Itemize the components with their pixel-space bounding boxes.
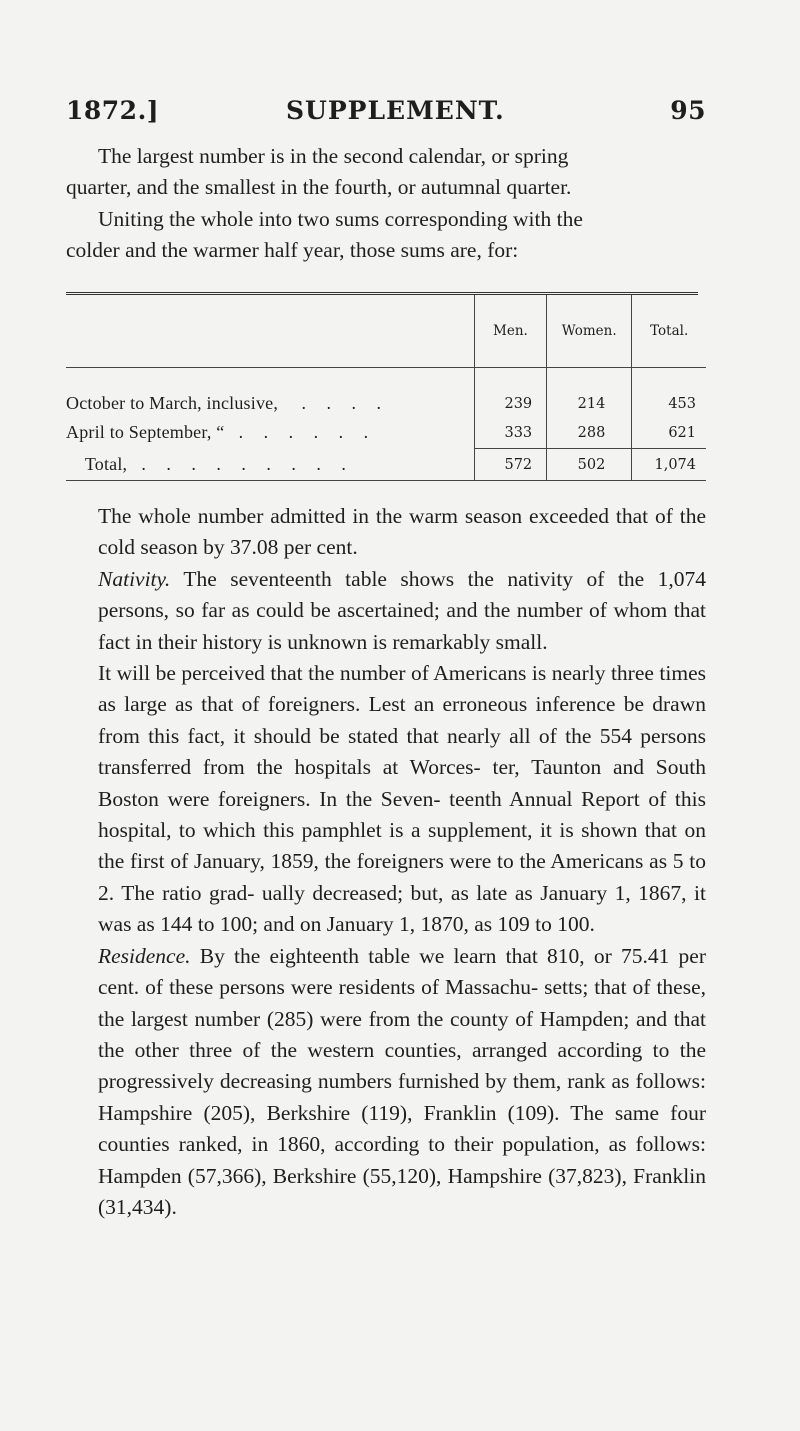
intro-line: colder and the warmer half year, those sums are, for: [66,238,519,263]
section-heading-nativity: Nativity. [98,566,171,591]
table-grid [66,295,706,481]
column-header-blank [66,295,474,368]
row-label: October to March, inclusive, . . . . [66,393,390,413]
table-header-row [66,295,706,368]
row-label: Total, . . . . . . . . . [66,449,474,481]
column-header-men: Men. [474,295,546,368]
cell-women: 214 [547,368,632,418]
body-text [66,501,706,1223]
table-row-total [66,449,706,481]
column-header-total: Total. [632,295,706,368]
intro-line: Uniting the whole into two sums corresponding with the [98,206,583,231]
cell-total: 453 [632,368,706,418]
cell-men: 572 [474,449,546,481]
paragraph-residence: Residence. By the eighteenth table we learn that 810, or 75.41 per cent. of these persons were residents of Massachu- setts; that of these, the largest number (285) were from the county of Hampden; and that the other three of the western counties, arranged according to the progressively decreasing numbers furnished by them, rank as follows: Hampshire (205), Berkshire (119), Franklin (109). The same four counties ranked, in 1860, according to their population, as follows: Hampden (57,366), Berkshire (55,120), Hampshire (37,823), Franklin (31,434). [98,943,706,1219]
paragraph-nativity: Nativity. The seventeenth table shows the nativity of the 1,074 persons, so far as could be ascertained; and the number of whom that fact in their history is unknown is remarkably small. [98,566,706,654]
header-year: 1872.] [66,96,160,125]
cell-men: 333 [474,417,546,449]
paragraph-americans-foreigners: It will be perceived that the number of Americans is nearly three times as large as that of foreigners. Lest an erroneous inference be drawn from this fact, it should be stated that nearly all of the 554 persons transferred from the hospitals at Worces- ter, Taunton and South Boston were foreigners. In the Seven- teenth Annual Report of this hospital, to which this pamphlet is a supplement, it is shown that on the first of January, 1859, the foreigners were to the Americans as 5 to 2. The ratio grad- ually decreased; but, as late as January 1, 1867, it was as 144 to 100; and on January 1, 1870, as 109 to 100. [98,661,706,937]
page-number: 95 [670,96,706,125]
cell-women: 502 [547,449,632,481]
column-header-women: Women. [547,295,632,368]
table-row [66,368,706,418]
header-title: SUPPLEMENT. [286,96,505,125]
row-label: April to September, “ . . . . . . [66,422,377,443]
intro-paragraph [66,141,706,267]
intro-line: The largest number is in the second calendar, or spring [98,144,569,168]
running-head [66,96,706,136]
section-heading-residence: Residence. [98,943,191,968]
cell-women: 288 [547,417,632,449]
cell-total: 1,074 [632,449,706,481]
cell-total: 621 [632,417,706,449]
table-row [66,417,706,449]
paragraph-warm-season: The whole number admitted in the warm season exceeded that of the cold season by 37.08 per cent. [98,504,706,560]
cell-men: 239 [474,368,546,418]
intro-line: quarter, and the smallest in the fourth, or autumnal quarter. [66,175,572,200]
